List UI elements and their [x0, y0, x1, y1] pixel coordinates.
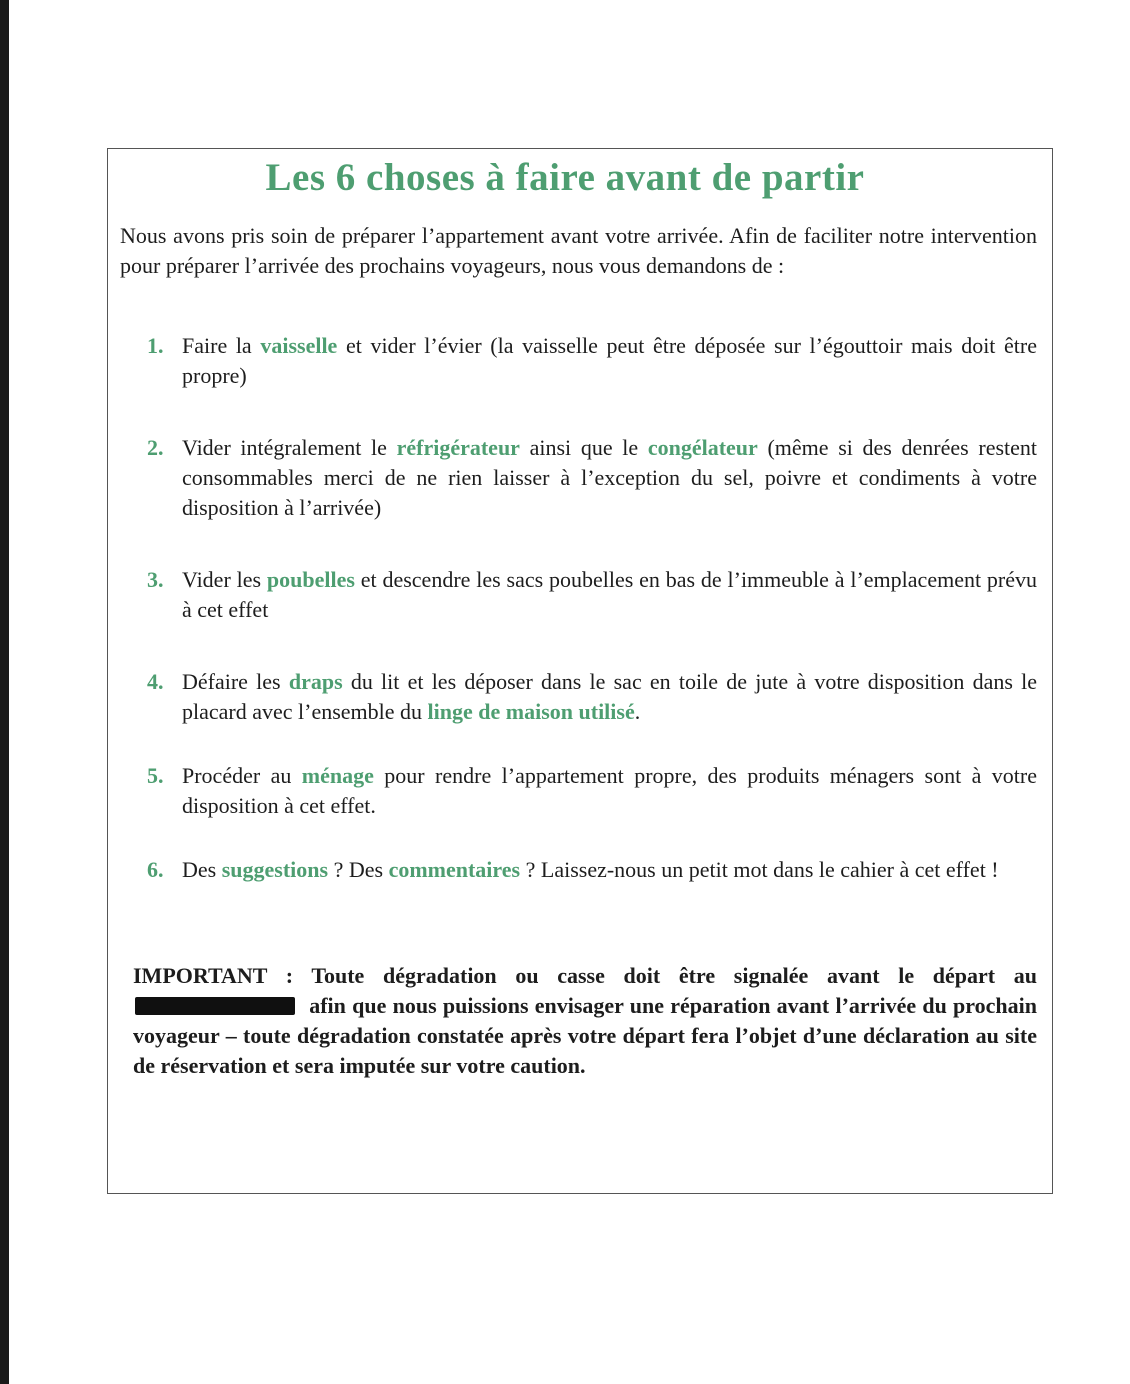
text-segment: du lit et les déposer dans le sac en toile de jute à votre disposition dans le placard avec l’ensemble du: [182, 669, 1038, 724]
document-title: Les 6 choses à faire avant de partir: [265, 156, 865, 199]
text-segment: ? Laissez-nous un petit mot dans le cahier à cet effet !: [520, 857, 999, 882]
text-segment: .: [634, 699, 641, 724]
text-segment: Faire la: [182, 333, 261, 358]
list-number: 4.: [147, 669, 164, 694]
text-segment: pour rendre l’appartement propre, des produits ménagers sont à votre disposition à cet effet.: [182, 763, 1037, 818]
screen-left-edge: [0, 0, 9, 1384]
list-item-4: [147, 667, 1037, 727]
highlight-keyword: congélateur: [647, 435, 758, 460]
important-notice: [133, 961, 1037, 1081]
intro-paragraph: Nous avons pris soin de préparer l’appartement avant votre arrivée. Afin de faciliter notre intervention pour préparer l’arrivée des prochains voyageurs, nous vous demandons de :: [120, 223, 1037, 278]
text-segment: Vider intégralement le: [182, 435, 397, 460]
list-item-3: [147, 565, 1037, 625]
list-item-text: [182, 855, 1037, 885]
important-text-start: IMPORTANT : Toute dégradation ou casse doit être signalée avant le départ au: [133, 963, 1037, 988]
text-segment: Défaire les: [182, 669, 289, 694]
text-segment: ainsi que le: [519, 435, 648, 460]
list-number: 6.: [147, 857, 164, 882]
list-item-1: [147, 331, 1037, 391]
highlight-keyword: linge de maison utilisé: [427, 699, 635, 724]
list-number: 5.: [147, 763, 164, 788]
list-item-2: [147, 433, 1037, 523]
list-item-text: [182, 433, 1037, 523]
text-segment: (même si des denrées restent consommables merci de ne rien laisser à l’exception du sel, poivre et condiments à votre disposition à l’arrivée): [182, 435, 1038, 520]
redacted-block: [135, 997, 295, 1015]
list-number: 1.: [147, 333, 164, 358]
list-item-text: [182, 667, 1037, 727]
highlight-keyword: vaisselle: [260, 333, 338, 358]
list-number: 3.: [147, 567, 164, 592]
highlight-keyword: draps: [288, 669, 343, 694]
text-segment: Vider les: [182, 567, 267, 592]
text-segment: et descendre les sacs poubelles en bas de l’immeuble à l’emplacement prévu à cet effet: [182, 567, 1037, 622]
text-segment: Des: [182, 857, 222, 882]
highlight-keyword: poubelles: [266, 567, 355, 592]
text-segment: et vider l’évier (la vaisselle peut être déposée sur l’égouttoir mais doit être propre): [182, 333, 1037, 388]
highlight-keyword: ménage: [301, 763, 374, 788]
list-item-5: [147, 761, 1037, 821]
highlight-keyword: suggestions: [221, 857, 329, 882]
list-item-text: [182, 565, 1037, 625]
text-segment: ? Des: [328, 857, 389, 882]
list-item-text: [182, 761, 1037, 821]
important-text-end: afin que nous puissions envisager une réparation avant l’arrivée du prochain voyageur – toute dégradation constatée après votre départ fera l’objet d’une déclaration au site de réservation et sera imputée sur votre caution.: [133, 993, 1037, 1078]
list-item-6: [147, 855, 1037, 885]
list-item-text: [182, 331, 1037, 391]
highlight-keyword: commentaires: [388, 857, 521, 882]
list-number: 2.: [147, 435, 164, 460]
text-segment: Procéder au: [182, 763, 302, 788]
highlight-keyword: réfrigérateur: [396, 435, 520, 460]
